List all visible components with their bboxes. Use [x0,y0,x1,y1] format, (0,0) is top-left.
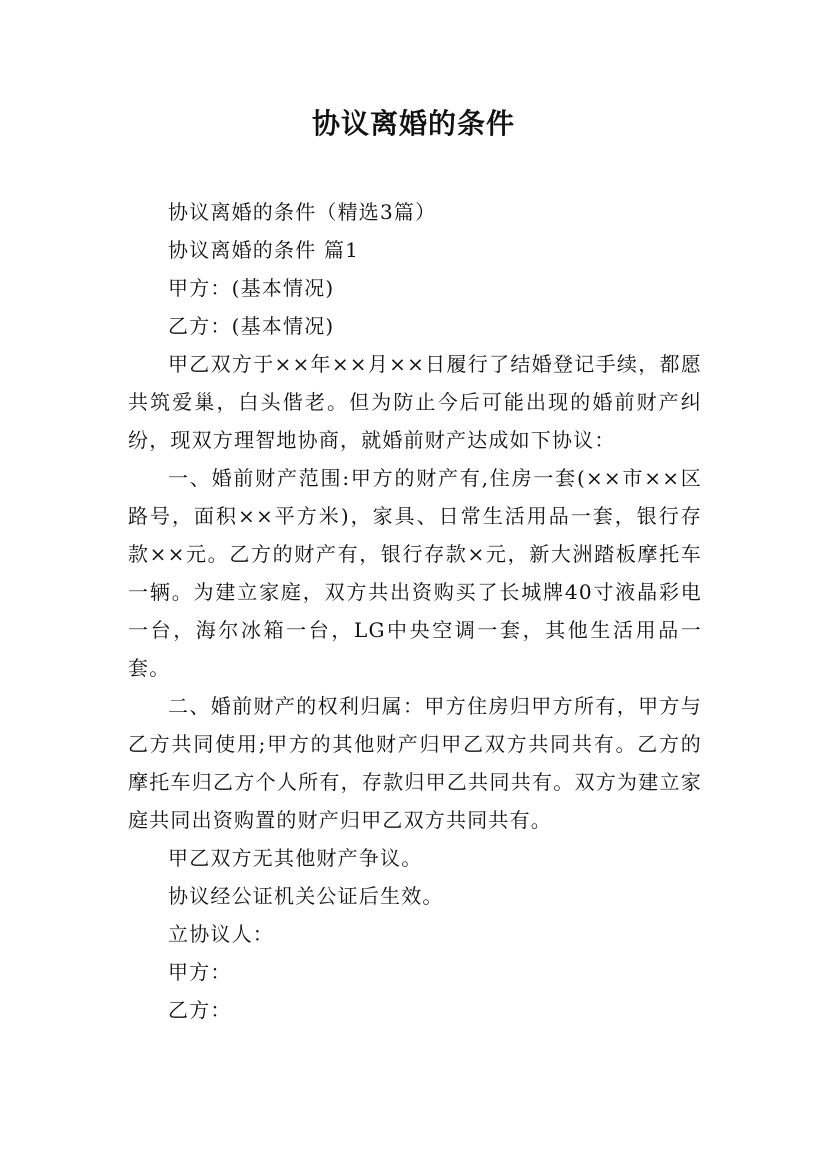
paragraph-signature-party-a: 甲方： [168,960,232,984]
paragraph-property-ownership: 二、婚前财产的权利归属：甲方住房归甲方所有，甲方与乙方共同使用;甲方的其他财产归甲乙双方共同共有。乙方的摩托车归乙方个人所有，存款归甲乙共同共有。双方为建立家庭共同出资购置的财产归甲乙双方共同共有。 [128,694,702,832]
paragraph-effective: 协议经公证机关公证后生效。 [168,884,444,908]
document-body [128,193,702,1029]
paragraph-party-a: 甲方：(基本情况) [168,276,335,300]
paragraph-property-scope: 一、婚前财产范围:甲方的财产有,住房一套(××市××区路号，面积××平方米)，家具、日常生活用品一套，银行存款××元。乙方的财产有，银行存款×元，新大洲踏板摩托车一辆。为建立家庭，双方共出资购买了长城牌40寸液晶彩电一台，海尔冰箱一台，LG中央空调一套，其他生活用品一套。 [128,466,702,680]
paragraph-section-heading: 协议离婚的条件 篇1 [168,238,360,262]
paragraph-signatories: 立协议人： [168,922,274,946]
paragraph-party-b: 乙方：(基本情况) [168,314,335,338]
document-title: 协议离婚的条件 [311,107,515,140]
paragraph-no-dispute: 甲乙双方无其他财产争议。 [168,846,423,870]
paragraph-preamble: 甲乙双方于××年××月××日履行了结婚登记手续，都愿共筑爱巢，白头偕老。但为防止今后可能出现的婚前财产纠纷，现双方理智地协商，就婚前财产达成如下协议： [128,352,702,452]
paragraph-selection-heading: 协议离婚的条件（精选3篇） [168,200,437,224]
paragraph-signature-party-b: 乙方： [168,998,232,1022]
